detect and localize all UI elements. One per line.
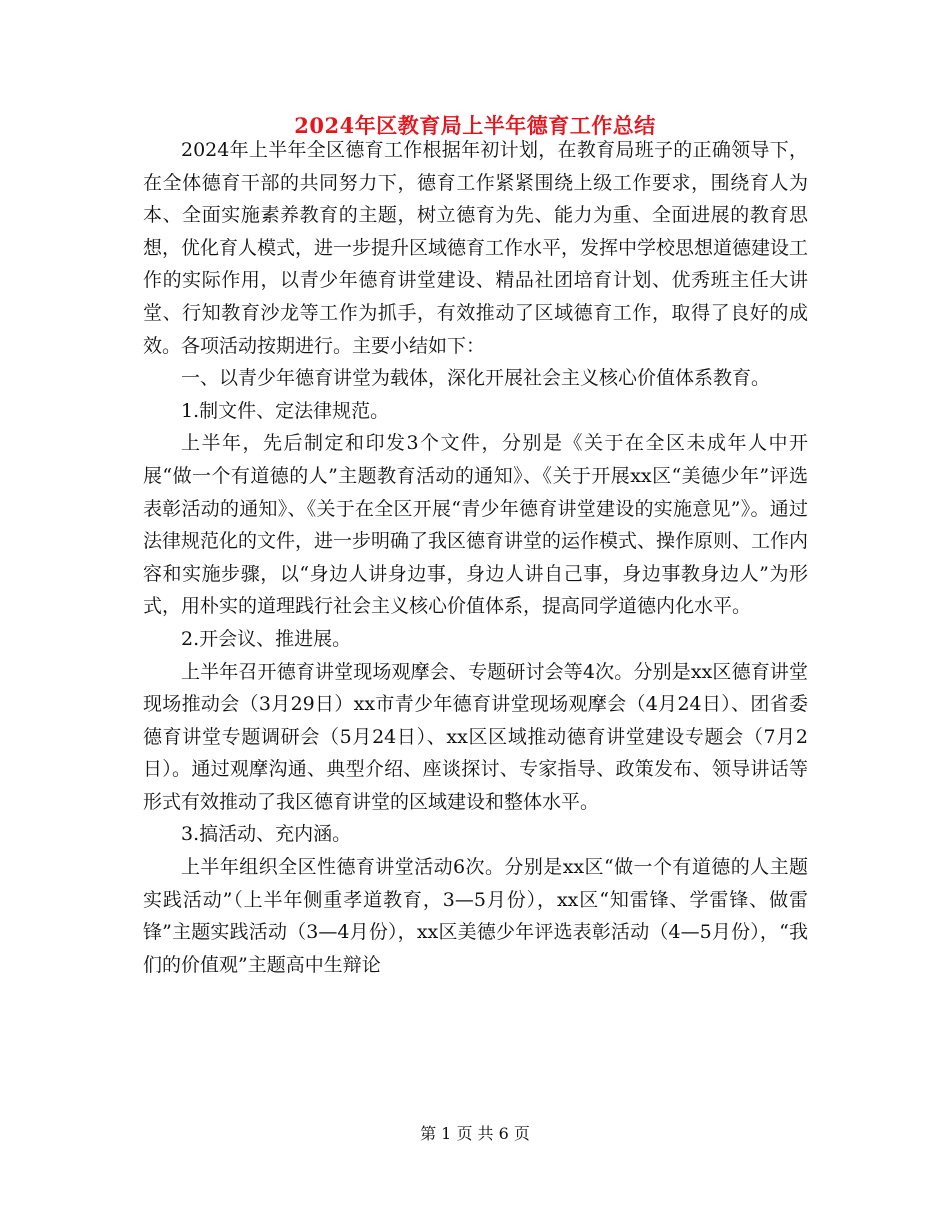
page-number-footer: 第 1 页 共 6 页	[420, 1124, 530, 1143]
paragraph-meetings: 上半年召开德育讲堂现场观摩会、专题研讨会等4次。分别是xx区德育讲堂现场推动会（3月29日）xx市青少年德育讲堂现场观摩会（4月24日）、团省委德育讲堂专题调研会（5月24日）、xx区区域推动德育讲堂建设专题会（7月2日）。通过观摩沟通、典型介绍、座谈探讨、专家指导、政策发布、领导讲话等形式有效推动了我区德育讲堂的区域建设和整体水平。	[143, 660, 808, 813]
paragraph-activities: 上半年组织全区性德育讲堂活动6次。分别是xx区“做一个有道德的人主题实践活动”（上半年侧重孝道教育，3—5月份），xx区“知雷锋、学雷锋、做雷锋”主题实践活动（3—4月份），xx区美德少年评选表彰活动（4—5月份），“我们的价值观”主题高中生辩论	[143, 856, 808, 976]
paragraph-intro: 2024年上半年全区德育工作根据年初计划，在教育局班子的正确领导下，在全体德育干部的共同努力下，德育工作紧紧围绕上级工作要求，围绕育人为本、全面实施素养教育的主题，树立德育为先、能力为重、全面进展的教育思想，优化育人模式，进一步提升区域德育工作水平，发挥中学校思想道德建设工作的实际作用，以青少年德育讲堂建设、精品社团培育计划、优秀班主任大讲堂、行知教育沙龙等工作为抓手，有效推动了区域德育工作，取得了良好的成效。各项活动按期进行。主要小结如下：	[143, 139, 809, 357]
document-body	[143, 134, 808, 981]
section-heading-1: 一、以青少年德育讲堂为载体，深化开展社会主义核心价值体系教育。	[181, 367, 771, 390]
subheading-3: 3.搞活动、充内涵。	[181, 823, 352, 846]
subheading-2: 2.开会议、推进展。	[181, 627, 352, 650]
subheading-1: 1.制文件、定法律规范。	[181, 399, 390, 422]
paragraph-files: 上半年，先后制定和印发3个文件，分别是《关于在全区未成年人中开展“做一个有道德的人”主题教育活动的通知》、《关于开展xx区“美德少年”评选表彰活动的通知》、《关于在全区开展“青少年德育讲堂建设的实施意见”》。通过法律规范化的文件，进一步明确了我区德育讲堂的运作模式、操作原则、工作内容和实施步骤，以“身边人讲身边事，身边人讲自己事，身边事教身边人”为形式，用朴实的道理践行社会主义核心价值体系，提高同学道德内化水平。	[143, 432, 809, 618]
document-title: 2024年区教育局上半年德育工作总结	[294, 113, 656, 138]
